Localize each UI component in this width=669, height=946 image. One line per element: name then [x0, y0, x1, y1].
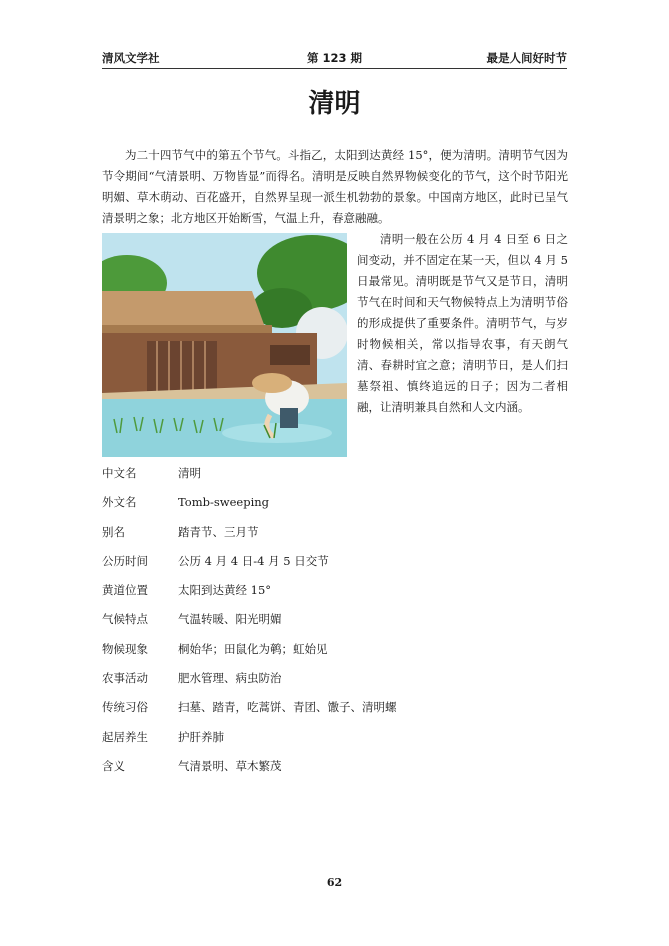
info-row	[102, 667, 568, 696]
info-value: 护肝养肺	[178, 729, 224, 744]
info-row	[102, 755, 568, 784]
info-value: 公历 4 月 4 日-4 月 5 日交节	[178, 553, 329, 568]
info-value: 气清景明、草木繁茂	[178, 758, 282, 773]
info-row	[102, 608, 568, 637]
paragraph-2: 清明一般在公历 4 月 4 日至 6 日之间变动，并不固定在某一天，但以 4 月 5 日最常见。清明既是节气又是节日，清明节气在时间和天气物候特点上为清明节俗的形成提供了重要条件。清明节气，与岁时物候相关，常以指导农事，有天朗气清、春耕时宜之意；清明节日，是人们扫墓祭祖、慎终追远的日子；因为二者相融，让清明兼具自然和人文内涵。	[357, 232, 568, 414]
info-value: 清明	[178, 466, 201, 480]
info-value: 扫墓、踏青，吃蒿饼、青团、馓子、清明螺	[178, 700, 397, 715]
info-row	[102, 696, 568, 725]
info-label: 起居养生	[102, 729, 148, 744]
info-label: 中文名	[102, 466, 137, 480]
info-label: 气候特点	[102, 612, 148, 627]
illustration	[102, 233, 347, 461]
info-label: 传统习俗	[102, 700, 148, 715]
info-value: 气温转暖、阳光明媚	[178, 612, 282, 627]
page-number: 62	[326, 876, 343, 889]
info-row	[102, 462, 568, 491]
info-label: 公历时间	[102, 553, 148, 568]
info-row	[102, 638, 568, 667]
info-row	[102, 726, 568, 755]
info-value: 肥水管理、病虫防治	[178, 671, 282, 686]
header-publication: 清风文学社	[102, 51, 160, 65]
header-column: 最是人间好时节	[486, 51, 567, 65]
info-row	[102, 579, 568, 608]
info-table	[102, 462, 568, 784]
paragraph-1: 为二十四节气中的第五个节气。斗指乙，太阳到达黄经 15°，便为清明。清明节气因为节令期间“气清景明、万物皆显”而得名。清明是反映自然界物候变化的节气，这个时节阳光明媚、草木萌动、百花盛开，自然界呈现一派生机勃勃的景象。中国南方地区，此时已呈气清景明之象；北方地区开始断雪，气温上升，春意融融。	[102, 148, 568, 225]
info-row	[102, 491, 568, 520]
info-label: 外文名	[102, 495, 137, 510]
info-value: 桐始华；田鼠化为鹌；虹始见	[178, 641, 328, 656]
rice-planting-illustration	[102, 233, 347, 457]
info-label: 别名	[102, 524, 125, 539]
info-label: 农事活动	[102, 671, 148, 686]
info-value: 太阳到达黄经 15°	[178, 583, 272, 598]
header-issue: 第 123 期	[306, 51, 363, 65]
info-value: 踏青节、三月节	[178, 524, 259, 539]
info-row	[102, 521, 568, 550]
info-value: Tomb-sweeping	[178, 495, 270, 510]
article-body	[102, 145, 568, 461]
info-label: 黄道位置	[102, 583, 148, 598]
info-label: 物候现象	[102, 641, 148, 656]
info-row	[102, 550, 568, 579]
article-title: 清明	[308, 89, 361, 119]
info-label: 含义	[102, 758, 125, 773]
page-header	[102, 50, 567, 69]
